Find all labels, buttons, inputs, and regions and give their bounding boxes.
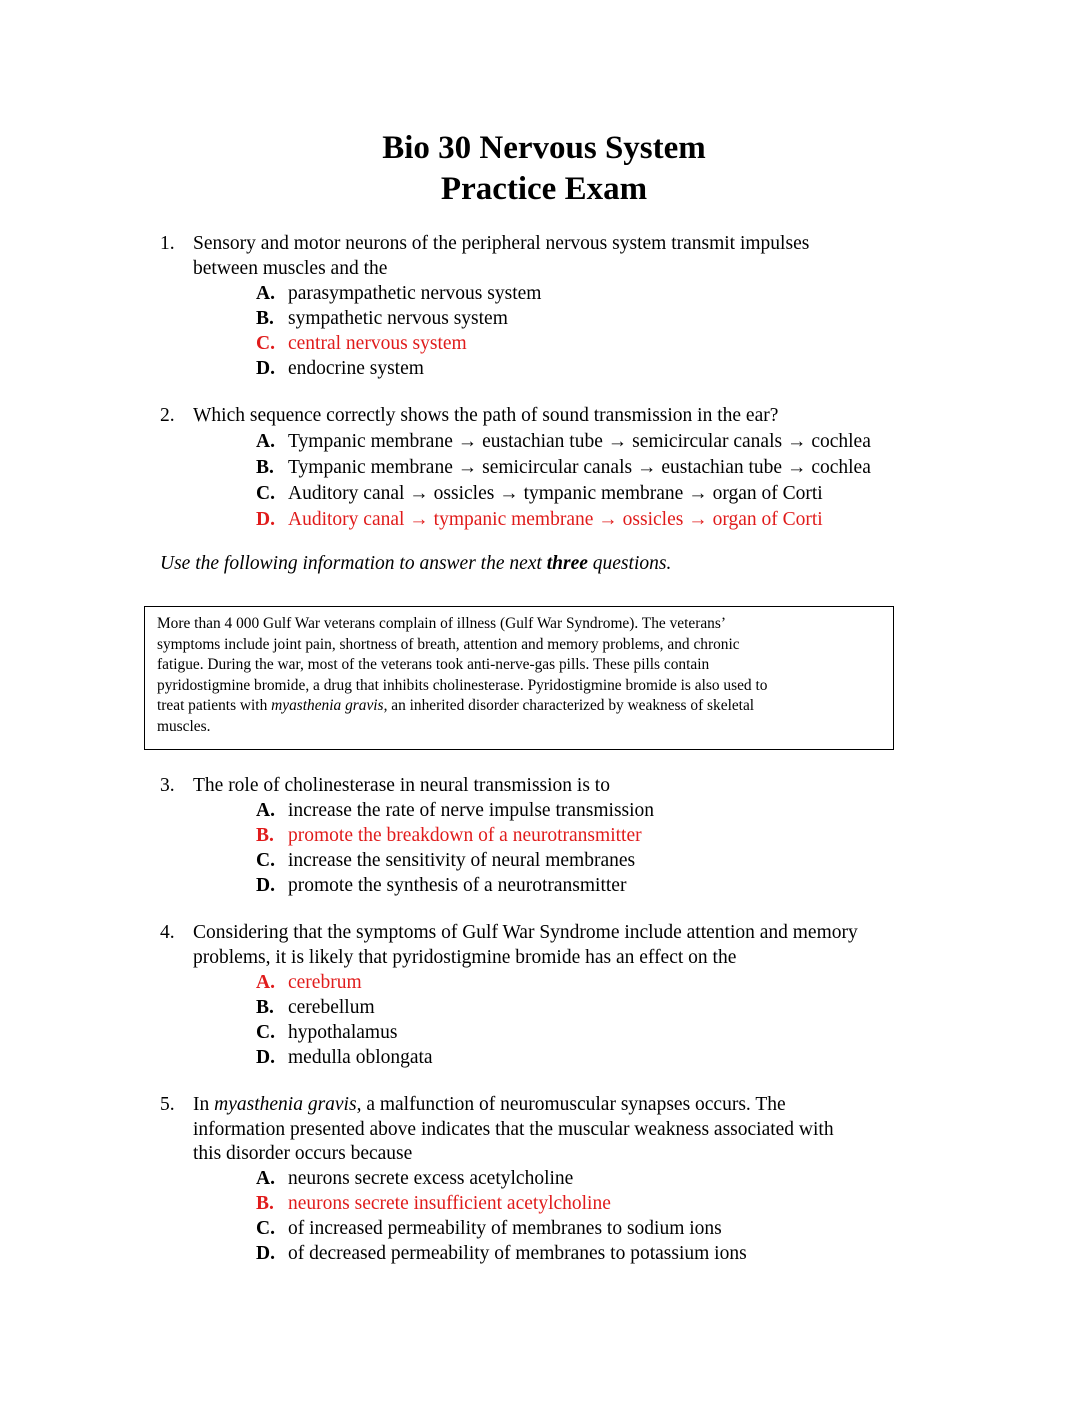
option-c: C. of increased permeability of membranes to sodium ions [256,1218,722,1239]
question-text-line: The role of cholinesterase in neural transmission is to [193,775,610,796]
question-number: 3. [160,775,175,796]
option-d: D. promote the synthesis of a neurotransmitter [256,875,627,896]
question-text-line: Sensory and motor neurons of the peripheral nervous system transmit impulses [193,233,810,254]
question-text [193,1093,933,1167]
option-a: A. increase the rate of nerve impulse transmission [256,800,655,821]
question-text-line: this disorder occurs because [193,1143,413,1164]
option-b-correct: B. promote the breakdown of a neurotransmitter [256,825,642,846]
option-b-correct: B. neurons secrete insufficient acetylcholine [256,1193,611,1214]
info-line: treat patients with myasthenia gravis, an inherited disorder characterized by weakness of skeletal [157,697,755,715]
option-c-correct: C. central nervous system [256,333,467,354]
answer-options [256,970,433,1070]
answer-options [256,798,654,898]
option-a: A. neurons secrete excess acetylcholine [256,1168,574,1189]
info-line: symptoms include joint pain, shortness of breath, attention and memory problems, and chronic [157,635,740,653]
question-text-line: In myasthenia gravis, a malfunction of neuromuscular synapses occurs. The [193,1094,786,1115]
question-text-line: between muscles and the [193,257,388,279]
option-c: C. Auditory canal → ossicles → tympanic membrane → organ of Corti [256,483,823,504]
exam-title [0,128,1088,210]
option-b: B. cerebellum [256,997,375,1018]
option-b: B. Tympanic membrane → semicircular canals → eustachian tube → cochlea [256,457,871,478]
question-text [193,774,933,799]
option-a-correct: A. cerebrum [256,972,362,993]
info-line: fatigue. During the war, most of the veterans took anti-nerve-gas pills. These pills contain [157,656,710,674]
option-c: C. hypothalamus [256,1022,398,1043]
question-text-line: Considering that the symptoms of Gulf War Syndrome include attention and memory [193,922,858,943]
question-text-line: information presented above indicates that the muscular weakness associated with [193,1118,834,1140]
title-line-2: Practice Exam [440,171,648,207]
question-text-line: Which sequence correctly shows the path of sound transmission in the ear? [193,405,779,426]
question-number: 1. [160,233,175,254]
question-number: 2. [160,405,175,426]
answer-options [256,281,541,381]
option-d: D. endocrine system [256,358,424,379]
question-text-line: problems, it is likely that pyridostigmine bromide has an effect on the [193,946,737,968]
option-a: A. parasympathetic nervous system [256,283,542,304]
option-b: B. sympathetic nervous system [256,308,508,329]
info-line: pyridostigmine bromide, a drug that inhibits cholinesterase. Pyridostigmine bromide is also used to [157,676,768,694]
question-text [193,921,933,970]
option-a: A. Tympanic membrane → eustachian tube → semicircular canals → cochlea [256,431,871,452]
question-number: 4. [160,922,175,943]
answer-options [256,1166,747,1266]
question-text [193,404,933,429]
question-number: 5. [160,1094,175,1115]
intro-instruction: Use the following information to answer the next three questions. [160,553,672,574]
option-d: D. medulla oblongata [256,1047,433,1068]
option-d-correct: D. Auditory canal → tympanic membrane → ossicles → organ of Corti [256,509,823,530]
info-line: muscles. [157,717,211,735]
info-line: More than 4 000 Gulf War veterans complain of illness (Gulf War Syndrome). The veterans’ [157,615,726,632]
answer-options [256,429,871,533]
title-line-1: Bio 30 Nervous System [382,130,706,166]
info-box [144,606,894,750]
question-text [193,232,933,281]
option-c: C. increase the sensitivity of neural membranes [256,850,636,871]
option-d: D. of decreased permeability of membranes to potassium ions [256,1243,747,1264]
